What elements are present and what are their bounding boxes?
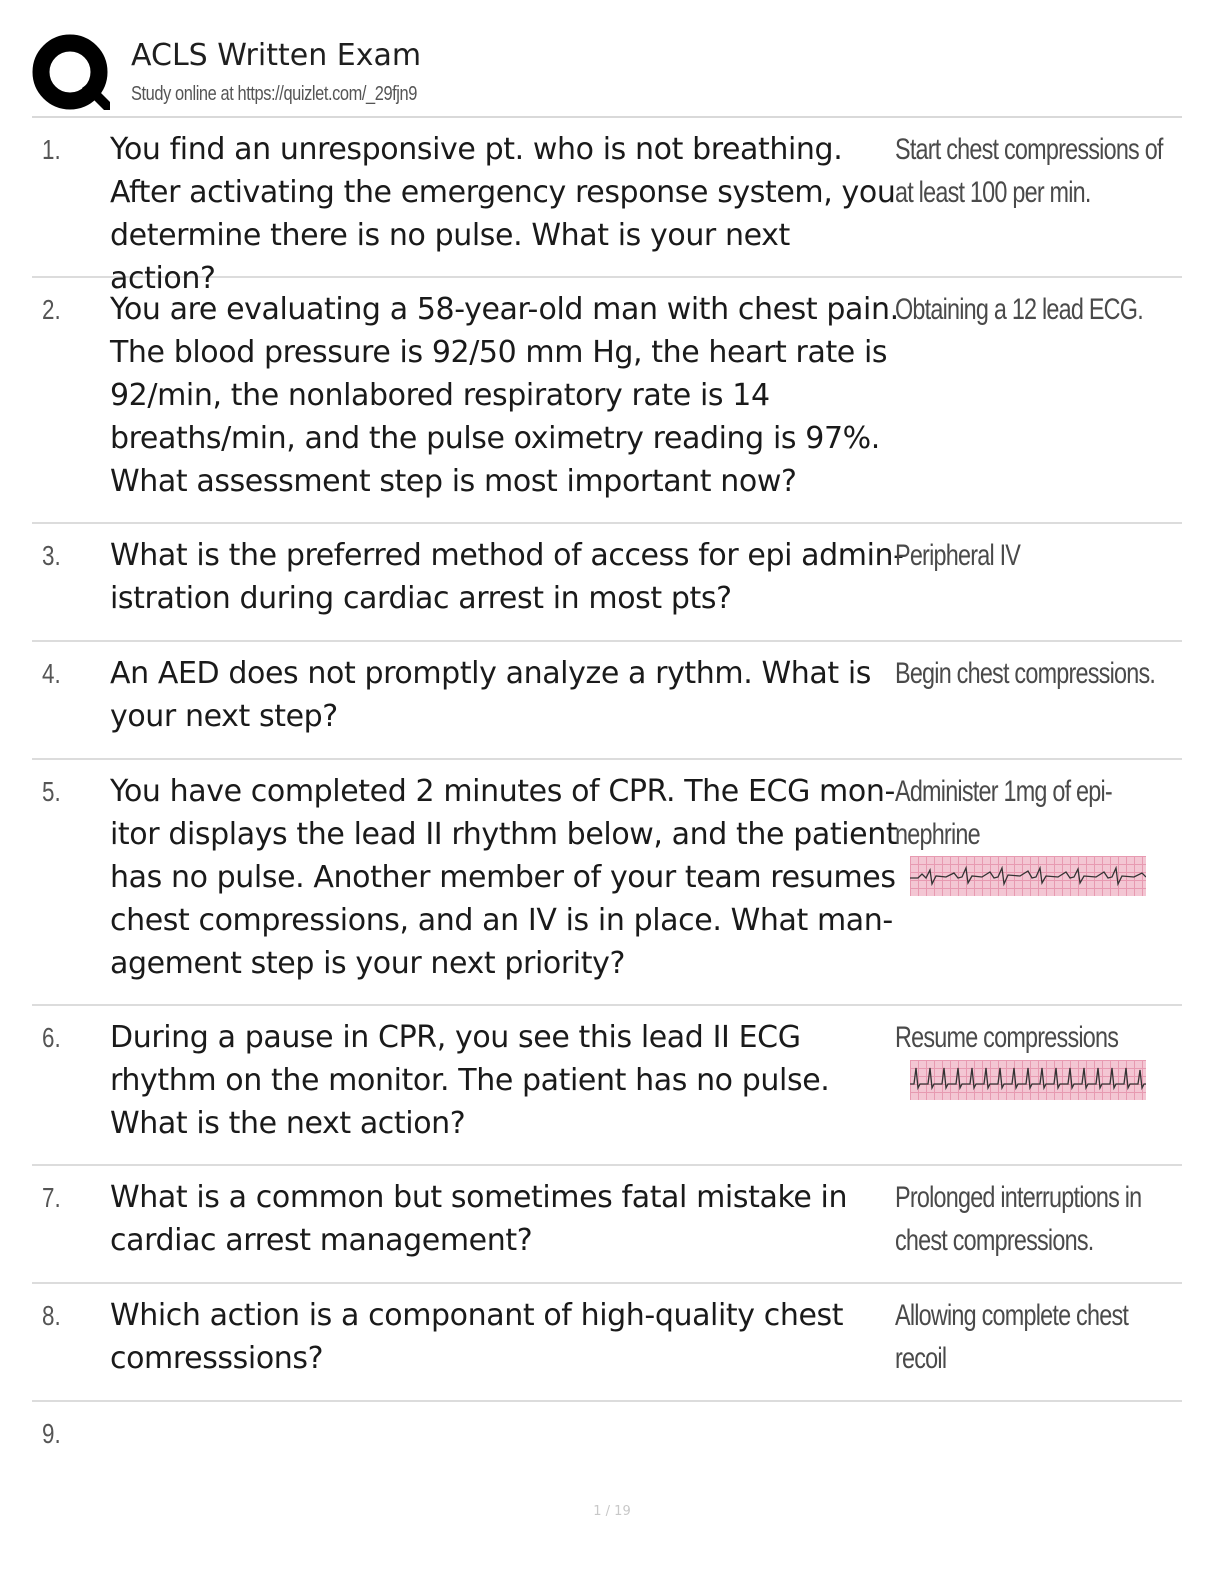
- card-number: 7.: [42, 1182, 61, 1213]
- card-number: 1.: [42, 134, 61, 165]
- ecg-trace-pea-icon: [910, 856, 1146, 896]
- card-term: What is the preferred method of access for epi admin- istration during cardiac arrest in most pts?: [110, 538, 904, 616]
- card-definition: Obtaining a 12 lead ECG.: [895, 293, 1143, 326]
- card-definition: Start chest compressions of at least 100 per min.: [895, 133, 1163, 209]
- card-number: 8.: [42, 1300, 61, 1331]
- card-definition: Resume compressions: [895, 1021, 1119, 1054]
- flashcard-row: [32, 760, 1182, 1006]
- card-term: What is a common but sometimes fatal mistake in cardiac arrest management?: [110, 1180, 848, 1258]
- page-header: [0, 0, 1224, 118]
- card-term: During a pause in CPR, you see this lead II ECG rhythm on the monitor. The patient has no pulse. What is the next action?: [110, 1020, 830, 1141]
- page-title: ACLS Written Exam: [131, 38, 422, 73]
- card-term: You are evaluating a 58-year-old man with chest pain. The blood pressure is 92/50 mm Hg, the heart rate is 92/min, the nonlabored respiratory rate is 14 breaths/min, and the pulse oximetry reading is 97%. What assessment step is most important now?: [110, 292, 899, 499]
- ecg-strip-image: [910, 1060, 1146, 1100]
- flashcard-row: [32, 1006, 1182, 1166]
- flashcard-row: [32, 524, 1182, 642]
- card-term: An AED does not promptly analyze a rythm. What is your next step?: [110, 656, 872, 734]
- card-number: 3.: [42, 540, 61, 571]
- card-number: 4.: [42, 658, 61, 689]
- card-definition: Administer 1mg of epi- nephrine: [895, 775, 1112, 851]
- card-definition: Prolonged interruptions in chest compressions.: [895, 1181, 1142, 1257]
- flashcard-row: [32, 1284, 1182, 1402]
- flashcard-row: [32, 118, 1182, 296]
- card-number: 9.: [42, 1418, 61, 1449]
- card-term: You find an unresponsive pt. who is not breathing. After activating the emergency response system, you determine there is no pulse. What is your next action?: [110, 132, 896, 296]
- card-number: 6.: [42, 1022, 61, 1053]
- card-term: Which action is a componant of high-quality chest comresssions?: [110, 1298, 844, 1376]
- ecg-trace-tachycardia-icon: [910, 1060, 1146, 1100]
- card-number: 2.: [42, 294, 61, 325]
- card-definition: Peripheral IV: [895, 539, 1021, 572]
- card-definition: Begin chest compressions.: [895, 657, 1156, 690]
- card-term: You have completed 2 minutes of CPR. The ECG mon- itor displays the lead II rhythm below, and the patient has no pulse. Another member of your team resumes chest compressions, and an IV is in place. What man- agement step is your next priority?: [110, 774, 898, 981]
- flashcard-row: [32, 642, 1182, 760]
- study-online-link[interactable]: Study online at https://quizlet.com/_29fjn9: [131, 83, 417, 105]
- quizlet-logo-icon: [32, 34, 112, 114]
- card-number: 5.: [42, 776, 61, 807]
- ecg-strip-image: [910, 856, 1146, 896]
- card-definition: Allowing complete chest recoil: [895, 1299, 1129, 1375]
- page-number: 1 / 19: [593, 1504, 631, 1519]
- flashcard-row: [32, 278, 1182, 524]
- flashcard-row: [32, 1166, 1182, 1284]
